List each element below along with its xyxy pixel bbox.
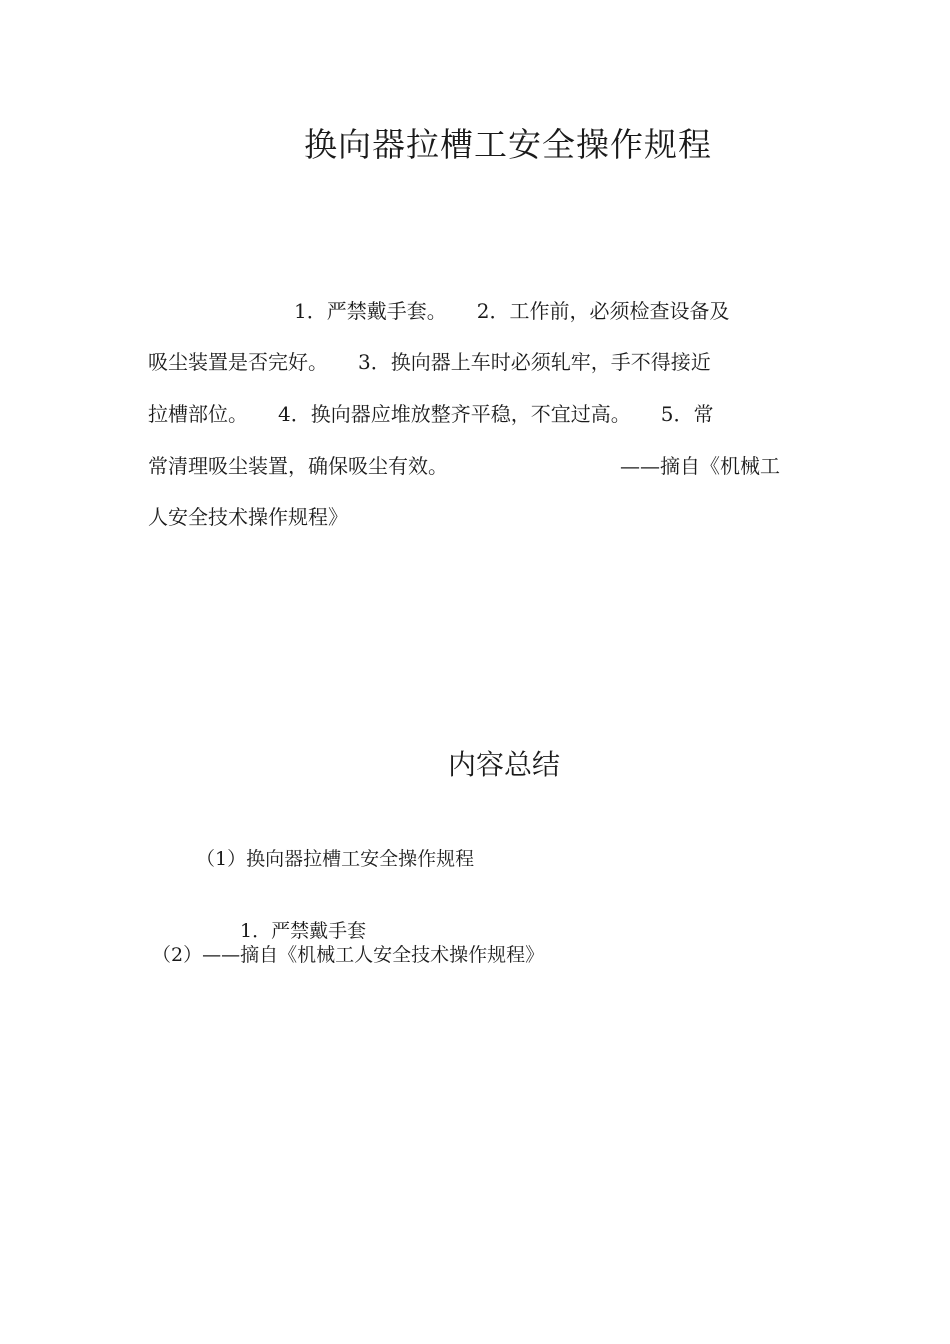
summary-heading: 内容总结 [447,748,560,781]
body-line-3: 拉槽部位。 4．换向器应堆放整齐平稳，不宜过高。 5．常 [148,402,714,426]
summary-item-2: （2）——摘自《机械工人安全技术操作规程》 [152,944,545,966]
summary-item-2-sub: 1．严禁戴手套 [240,920,367,942]
body-line-1: 1．严禁戴手套。 2．工作前，必须检查设备及 [294,299,730,323]
page-title: 换向器拉槽工安全操作规程 [304,125,712,164]
body-line-2: 吸尘装置是否完好。 3．换向器上车时必须轧牢，手不得接近 [148,350,711,374]
body-line-5: 人安全技术操作规程》 [148,505,348,529]
body-line-4-citation: ——摘自《机械工 [620,454,780,478]
body-line-4: 常清理吸尘装置，确保吸尘有效。 [148,454,448,478]
summary-item-1: （1）换向器拉槽工安全操作规程 [196,848,475,870]
